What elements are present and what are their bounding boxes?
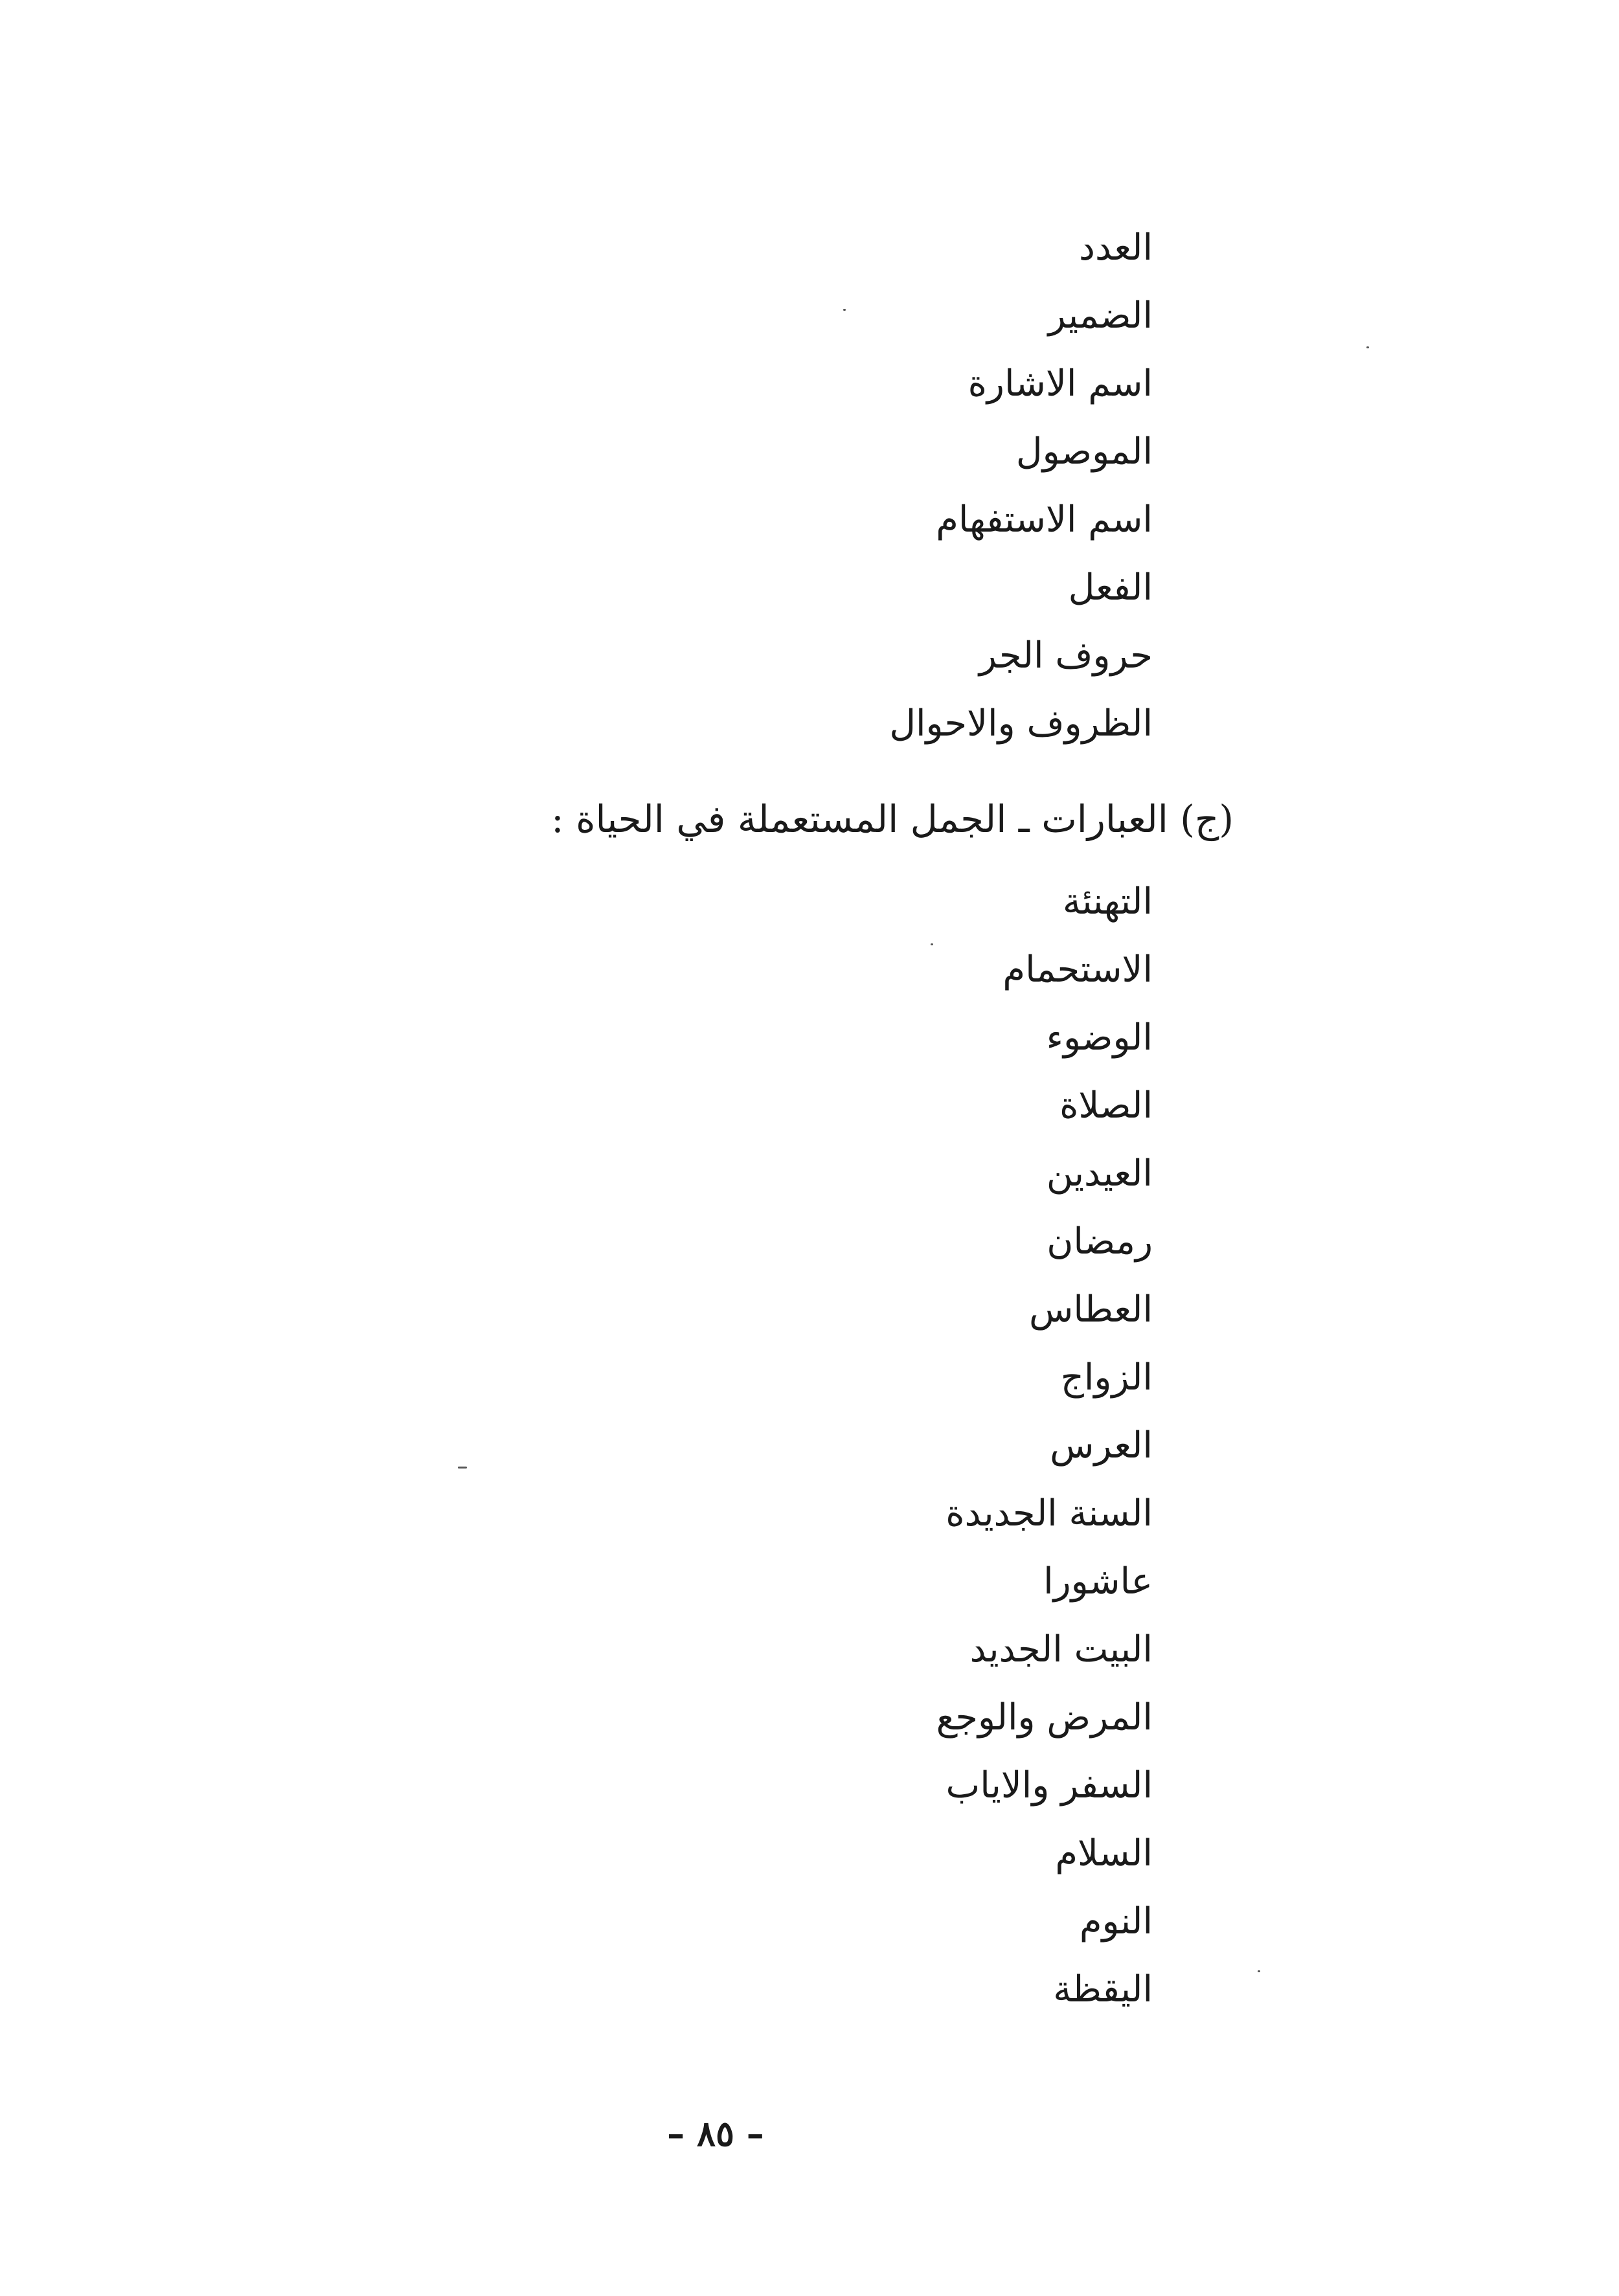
- list-item: الموصول: [1015, 431, 1153, 473]
- list-item: البيت الجديد: [969, 1628, 1153, 1671]
- list-item: اسم الاشارة: [968, 363, 1153, 405]
- scan-speck: [458, 1467, 467, 1469]
- top-list: [889, 214, 1153, 758]
- list-item: الوضوء: [1046, 1017, 1153, 1059]
- list-item: النوم: [1079, 1900, 1153, 1942]
- list-item: العيدين: [1046, 1153, 1153, 1195]
- list-item: الصلاة: [1059, 1085, 1153, 1127]
- section-heading: (ج) العبارات ـ الجمل المستعملة في الحياة :: [551, 797, 1234, 841]
- list-item: عاشورا: [1043, 1560, 1153, 1603]
- list-item: السنة الجديدة: [945, 1492, 1153, 1535]
- scan-speck: [1366, 346, 1369, 348]
- list-item: العطاس: [1029, 1289, 1153, 1331]
- scan-speck: [1258, 1970, 1260, 1972]
- list-item: السفر والاياب: [945, 1764, 1153, 1806]
- list-item: رمضان: [1047, 1221, 1153, 1263]
- list-item: الفعل: [1068, 567, 1153, 609]
- page-number: – ٨٥ –: [667, 2113, 764, 2154]
- list-item: اسم الاستفهام: [936, 499, 1153, 541]
- list-item: الظروف والاحوال: [889, 703, 1153, 745]
- scan-speck: [931, 943, 933, 945]
- list-item: المرض والوجع: [936, 1696, 1153, 1739]
- list-item: العدد: [1079, 227, 1153, 269]
- list-item: العرس: [1050, 1424, 1153, 1467]
- list-item: اليقظة: [1053, 1968, 1153, 2010]
- list-item: الاستحمام: [1002, 949, 1153, 991]
- scan-speck: [843, 309, 846, 311]
- list-item: حروف الجر: [979, 635, 1153, 677]
- list-item: التهنئة: [1062, 881, 1153, 923]
- list-item: الضمير: [1048, 295, 1153, 337]
- list-item: السلام: [1055, 1832, 1153, 1874]
- bottom-list: [936, 868, 1153, 2023]
- list-item: الزواج: [1060, 1356, 1153, 1399]
